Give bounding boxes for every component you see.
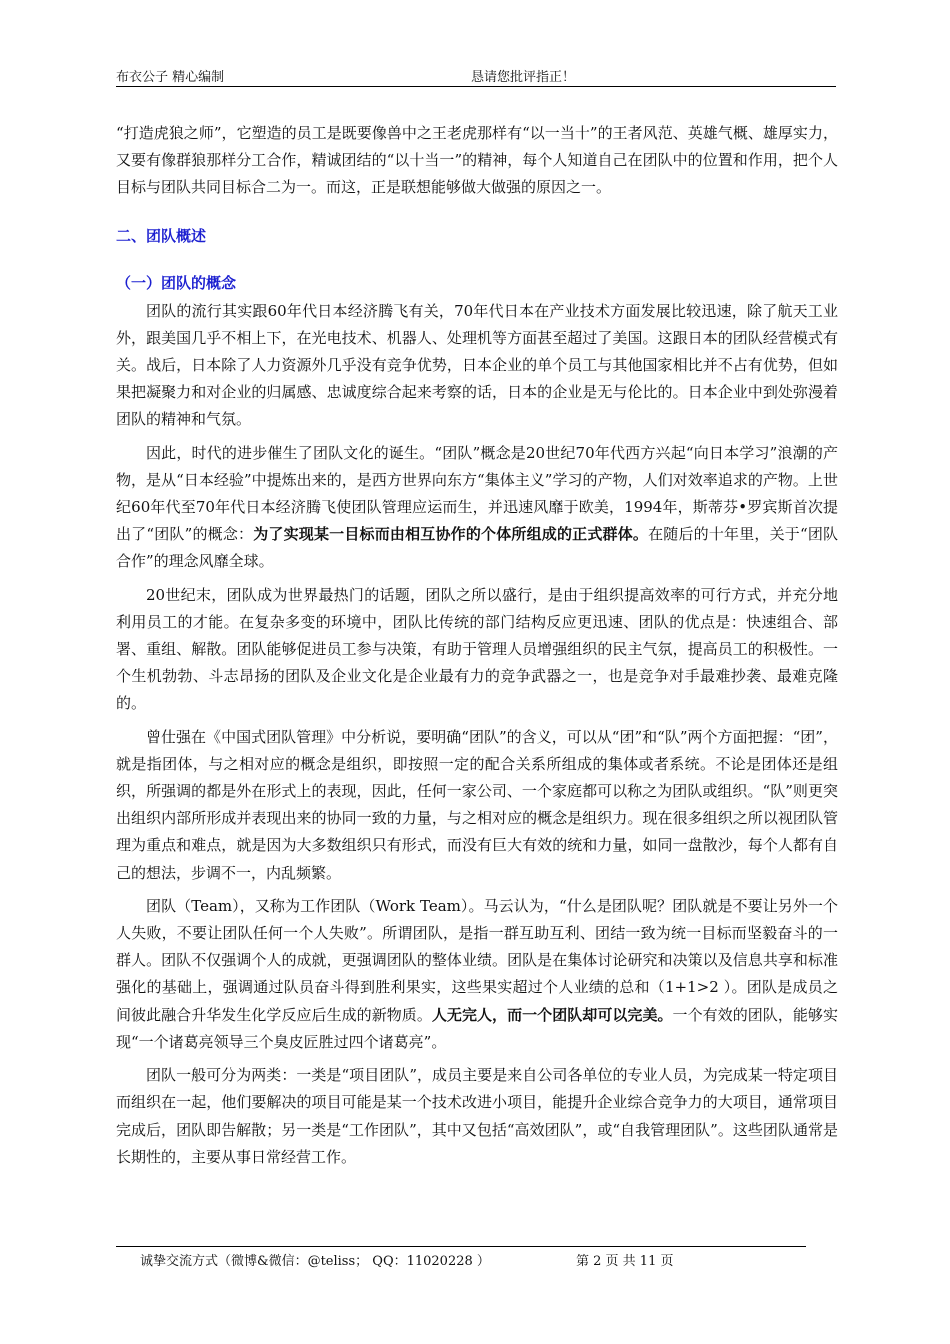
paragraph-5-highlight: 人无完人，而一个团队却可以完美。 [431, 1005, 673, 1024]
paragraph-2-definition: 为了实现某一目标而由相互协作的个体所组成的正式群体。 [253, 525, 649, 544]
section-title: 二、团队概述 [116, 226, 207, 245]
paragraph-2 [116, 440, 838, 576]
paragraph-4: 曾仕强在《中国式团队管理》中分析说，要明确“团队”的含义，可以从“团”和“队”两个方面把握：“团”，就是指团体，与之相对应的概念是组织，即按照一定的配合关系所组成的集体或者系统。不论是团体还是组织，所强调的都是外在形式上的表现，因此，任何一家公司、一个家庭都可以称之为团队或组织。“队”则更突出组织内部所形成并表现出来的协同一致的力量，与之相对应的概念是组织力。现在很多组织之所以视团队管理为重点和难点，就是因为大多数组织只有形式，而没有巨大有效的统和力量，如同一盘散沙，每个人都有自己的想法，步调不一，内乱频繁。 [116, 727, 838, 882]
footer-page-number: 第 2 页 共 11 页 [576, 1254, 674, 1269]
footer-contact: 诚挚交流方式（微博&微信：@teliss； QQ：11020228 ） [140, 1254, 490, 1269]
paragraph-3: 20世纪末，团队成为世界最热门的话题，团队之所以盛行，是由于组织提高效率的可行方式，并充分地利用员工的才能。在复杂多变的环境中，团队比传统的部门结构反应更迅速、团队的优点是：快速组合、部署、重组、解散。团队能够促进员工参与决策，有助于管理人员增强组织的民主气氛，提高员工的积极性。一个生机勃勃、斗志昂扬的团队及企业文化是企业最有力的竞争武器之一，也是竞争对手最难抄袭、最难克隆的。 [116, 585, 838, 713]
page-footer [116, 1246, 806, 1271]
header-author: 布衣公子 精心编制 [116, 70, 225, 85]
paragraph-1: 团队的流行其实跟60年代日本经济腾飞有关，70年代日本在产业技术方面发展比较迅速，除了航天工业外，跟美国几乎不相上下，在光电技术、机器人、处理机等方面甚至超过了美国。这跟日本的团队经营模式有关。战后，日本除了人力资源外几乎没有竞争优势，日本企业的单个员工与其他国家相比并不占有优势，但如果把凝聚力和对企业的归属感、忠诚度综合起来考察的话，日本的企业是无与伦比的。日本企业中到处弥漫着团队的精神和气氛。 [116, 301, 838, 429]
paragraph-2-text-b: 在随后的十年里，关于“团队合作”的理念风靡全球。 [116, 525, 839, 571]
header-motto: 恳请您批评指正！ [471, 70, 576, 85]
paragraph-6: 团队一般可分为两类：一类是“项目团队”，成员主要是来自公司各单位的专业人员，为完成某一特定项目而组织在一起，他们要解决的项目可能是某一个技术改进小项目，能提升企业综合竞争力的大项目，通常项目完成后，团队即告解散；另一类是“工作团队”，其中又包括“高效团队”，或“自我管理团队”。这些团队通常是长期性的，主要从事日常经营工作。 [116, 1066, 838, 1166]
intro-paragraph: “打造虎狼之师”，它塑造的员工是既要像兽中之王老虎那样有“以一当十”的王者风范、英雄气概、雄厚实力，又要有像群狼那样分工合作，精诚团结的“以十当一”的精神，每个人知道自己在团队中的位置和作用，把个人目标与团队共同目标合二为一。而这，正是联想能够做大做强的原因之一。 [116, 124, 838, 197]
document-body [116, 120, 838, 1171]
paragraph-5 [116, 893, 838, 1056]
subsection-title: （一）团队的概念 [116, 273, 237, 292]
paragraph-2-text-a: 因此，时代的进步催生了团队文化的诞生。“团队”概念是20世纪70年代西方兴起“向日本学习”浪潮的产物，是从“日本经验”中提炼出来的，是西方世界向东方“集体主义”学习的产物，人们对效率追求的产物。上世纪60年代至70年代日本经济腾飞使团队管理应运而生，并迅速风靡于欧美，1994年，斯蒂芬•罗宾斯首次提出了“团队”的概念： [116, 443, 838, 544]
paragraph-5-text-b: 一个有效的团队，能够实现“一个诸葛亮领导三个臭皮匠胜过四个诸葛亮”。 [116, 1005, 838, 1051]
page-header [116, 64, 836, 87]
paragraph-5-text-a: 团队（Team），又称为工作团队（Work Team）。马云认为，“什么是团队呢？团队就是不要让另外一个人失败，不要让团队任何一个人失败”。所谓团队，是指一群互助互利、团结一致为统一目标而坚毅奋斗的一群人。团队不仅强调个人的成就，更强调团队的整体业绩。团队是在集体讨论研究和决策以及信息共享和标准强化的基础上，强调通过队员奋斗得到胜利果实，这些果实超过个人业绩的总和（1+1>2 ）。团队是成员之间彼此融合升华发生化学反应后生成的新物质。 [116, 896, 838, 1024]
